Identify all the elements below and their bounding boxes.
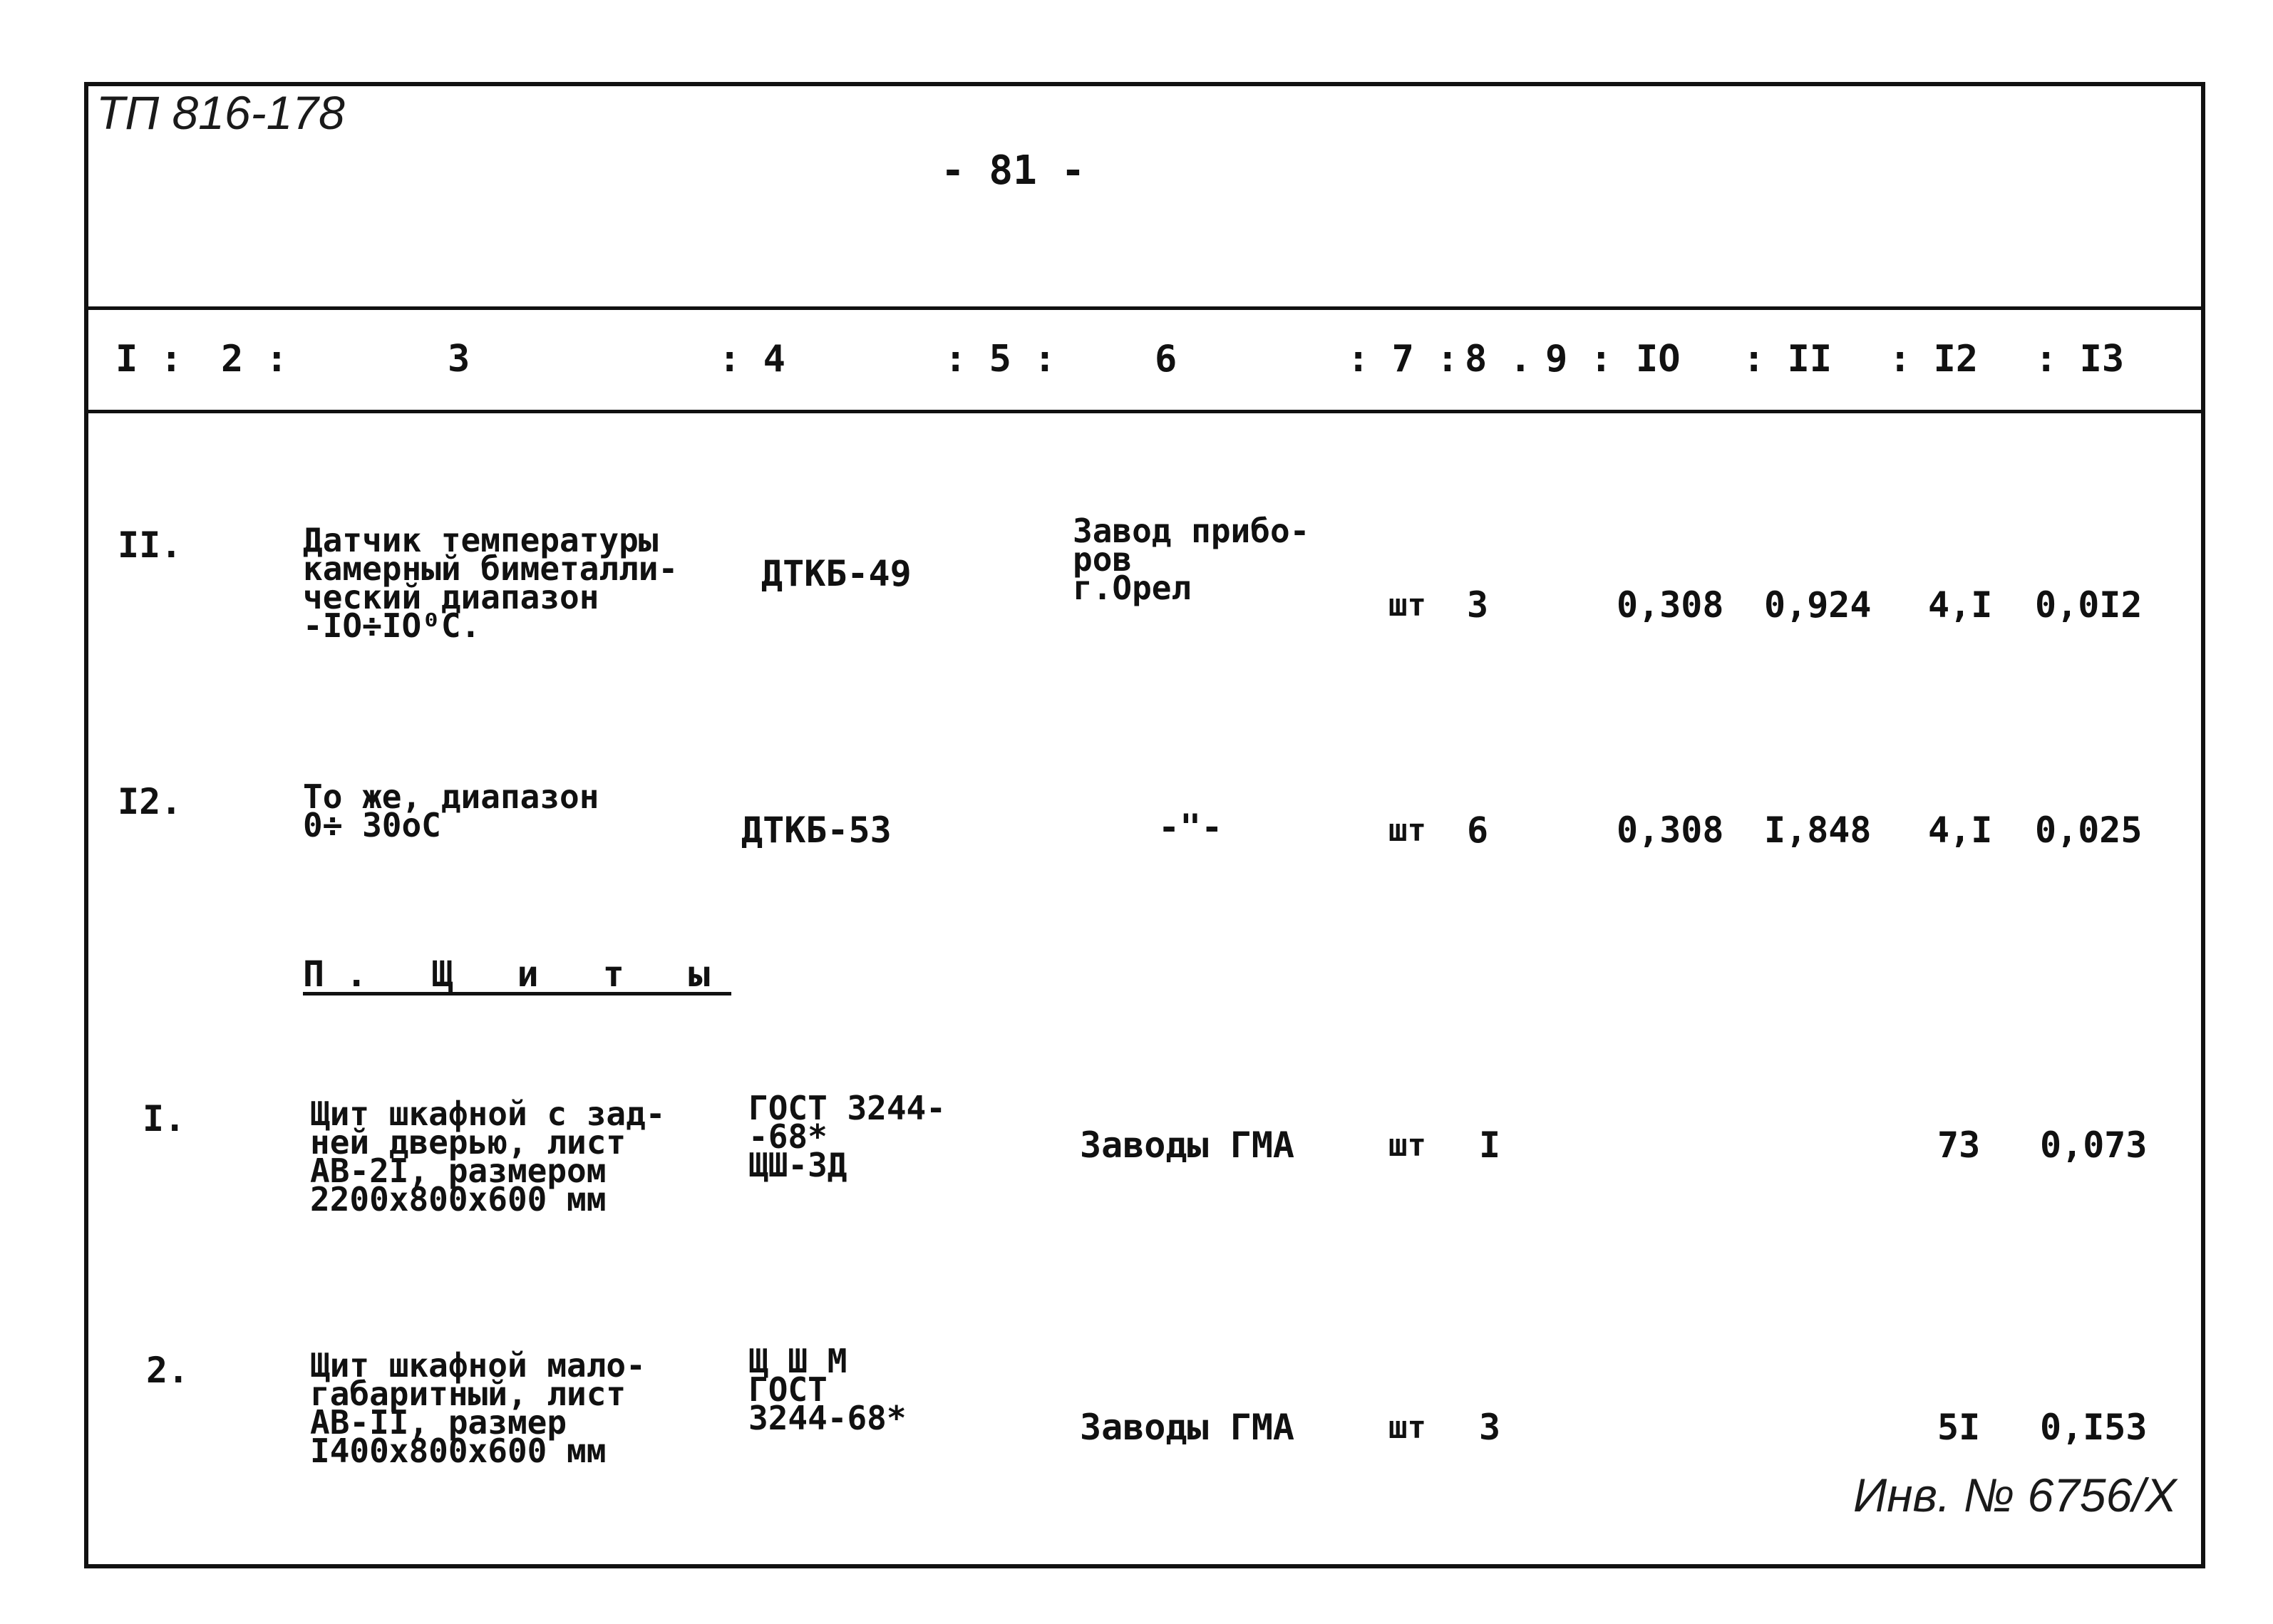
header-bottom-rule [84,410,2205,413]
section-title: П. Щ и т ы [303,953,732,995]
item-name: То же, диапазон 0÷ 30oC [303,777,599,844]
col-header-11: : II [1743,338,1833,381]
item-name: Датчик температуры камерный биметалли- ческий диапазон -IO÷IO⁰C. [303,521,679,645]
item-name: Щит шкафной мало- габаритный, лист АВ-II, размер I400x800x600 мм [310,1346,646,1470]
row-number: I2. [118,781,182,822]
col-header-9: 9 : [1545,338,1612,381]
col-header-8: 8 . [1465,338,1532,381]
header-top-rule [84,306,2205,310]
col-header-1: I : [115,338,182,381]
item-type: ГОСТ 3244- -68* ЩШ-3Д [748,1089,946,1184]
col-header-12: : I2 [1889,338,1979,381]
inventory-number: Инв. № 6756/X [1853,1469,2177,1521]
col-header-7: : 7 : [1347,338,1459,381]
item-col11: I,848 [1764,810,1872,851]
item-col12: 4,I [1928,810,1993,851]
item-col13: 0,025 [2035,810,2143,851]
row-number: II. [118,524,182,566]
item-unit: шт [1388,1127,1426,1164]
item-type: ДТКБ-53 [741,810,892,851]
item-name: Щит шкафной с зад- ней дверью, лист АВ-2I, размером 2200x800x600 мм [310,1095,666,1219]
item-unit: шт [1388,1410,1426,1446]
item-col12: 4,I [1928,584,1993,626]
col-header-13: : I3 [2035,338,2125,381]
item-qty: I [1479,1124,1501,1166]
row-number: I. [143,1098,186,1139]
item-qty: 6 [1467,810,1489,851]
item-col10: 0,308 [1617,584,1724,626]
item-col11: 0,924 [1764,584,1872,626]
item-unit: шт [1388,812,1426,849]
item-type: ДТКБ-49 [761,553,912,594]
item-qty: 3 [1467,584,1489,626]
col-header-5: : 5 : [944,338,1056,381]
item-col13: 0,0I2 [2035,584,2143,626]
item-col12: 5I [1937,1407,1981,1448]
item-unit: шт [1388,587,1426,624]
col-header-2: 2 : [221,338,288,381]
item-maker: -"- [1158,807,1223,848]
item-qty: 3 [1479,1407,1501,1448]
row-number: 2. [146,1350,190,1391]
item-col13: 0,073 [2040,1124,2148,1166]
item-col12: 73 [1937,1124,1981,1166]
col-header-4: : 4 [718,338,785,381]
page-number: - 81 - [941,148,1086,194]
item-maker: Заводы ГМА [1080,1407,1295,1448]
col-header-3: 3 [448,338,470,381]
item-maker: Завод прибо- ров г.Орел [1073,512,1310,607]
item-col13: 0,I53 [2040,1407,2148,1448]
col-header-6: 6 [1155,338,1177,381]
col-header-10: IO [1636,338,1681,381]
item-col10: 0,308 [1617,810,1724,851]
item-maker: Заводы ГМА [1080,1124,1295,1166]
item-type: Щ Ш М ГОСТ 3244-68* [748,1342,907,1437]
doc-code: ТП 816-178 [96,86,345,139]
